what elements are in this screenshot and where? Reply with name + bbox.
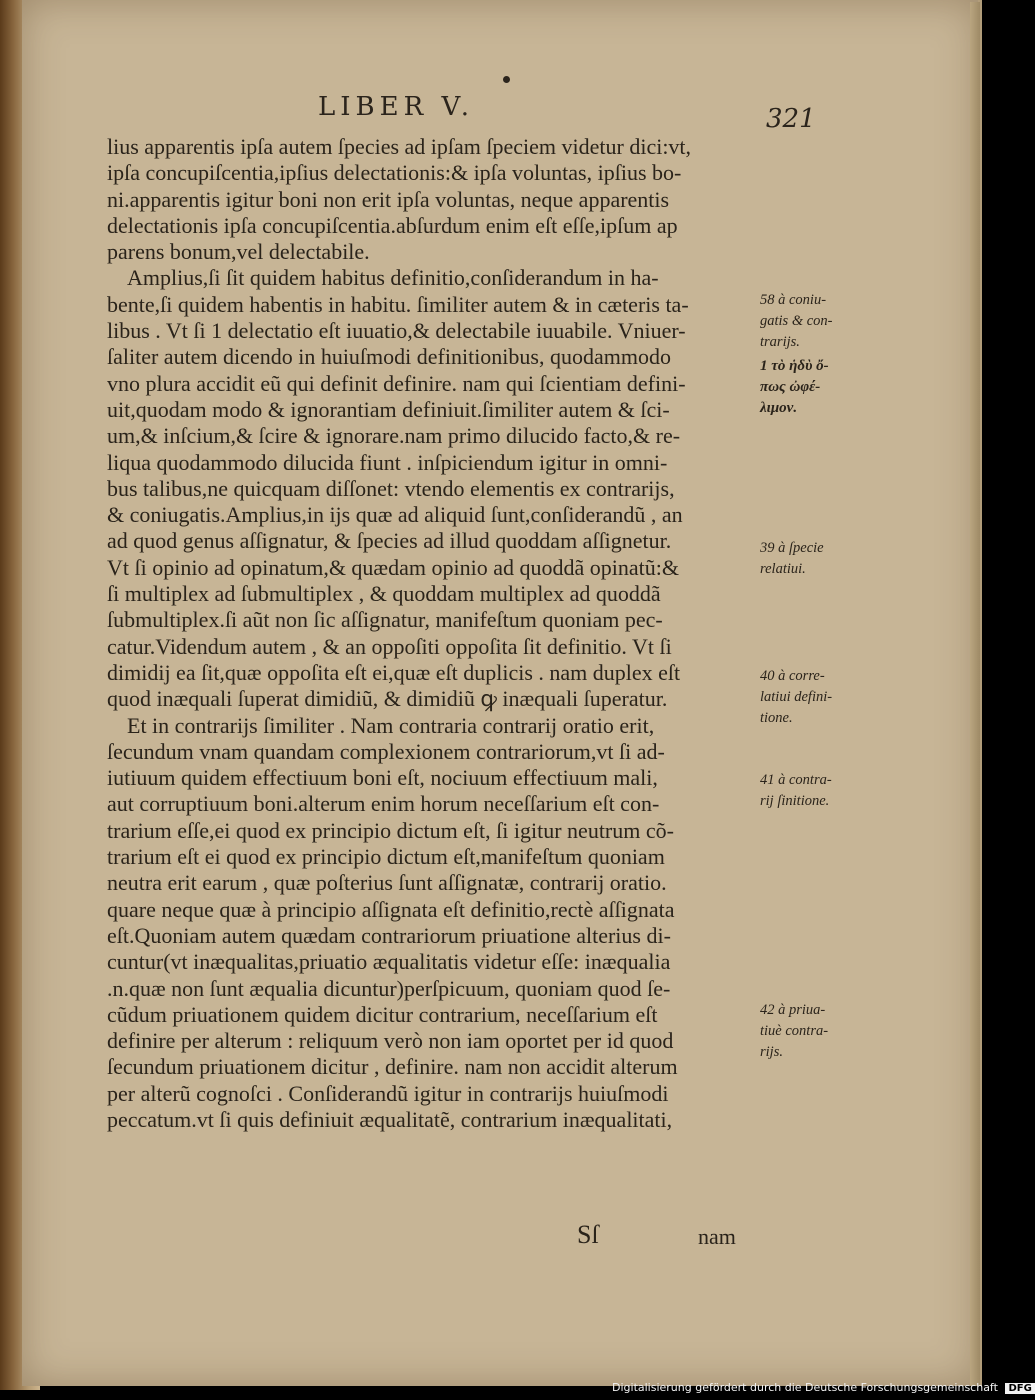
text-line: ſaliter autem dicendo in huiuſmodi definitionibus, quodammodo (107, 344, 671, 370)
text-line: cuntur(vt inæqualitas,priuatio æqualitatis videtur eſſe: inæqualia (107, 949, 671, 975)
text-line: bente,ſi quidem habentis in habitu. ſimiliter autem & in cæteris ta- (107, 291, 689, 317)
text-line: definire per alterum : reliquum verò non iam oportet per id quod (107, 1028, 674, 1054)
text-line: delectationis ipſa concupiſcentia.abſurdum enim eſt eſſe,ipſum ap (107, 212, 678, 238)
text-line: peccatum.vt ſi quis definiuit æqualitatẽ, contrarium inæqualitati, (107, 1106, 673, 1132)
margin-note-line: 40 à corre- (760, 668, 825, 684)
text-line: uit,quodam modo & ignorantiam definiuit.ſimiliter autem & ſci- (107, 396, 670, 422)
text-line: parens bonum,vel delectabile. (107, 239, 370, 265)
text-line: Et in contrarijs ſimiliter . Nam contraria contrarij oratio erit, (127, 712, 655, 738)
text-line: ni.apparentis igitur boni non erit ipſa voluntas, neque apparentis (107, 186, 670, 212)
text-line: dimidij ea ſit,quæ oppoſita eſt ei,quæ eſt duplicis . nam duplex eſt (107, 659, 681, 685)
signature-mark: Sſ (577, 1220, 599, 1249)
text-line: & coniugatis.Amplius,in ijs quæ ad aliquid ſunt,conſiderandũ , an (107, 502, 683, 528)
text-line: ad quod genus aſſignatur, & ſpecies ad illud quoddam aſſignetur. (107, 528, 672, 554)
text-line: eſt.Quoniam autem quædam contrariorum priuatione alterius di- (107, 922, 671, 948)
margin-note-line: rijs. (760, 1044, 783, 1060)
margin-note-line: gatis & con- (760, 313, 833, 329)
text-line: ſecundum priuationem dicitur , definire. nam non accidit alterum (107, 1054, 678, 1080)
catchword: nam (698, 1224, 736, 1249)
folio-number: 321 (766, 104, 816, 134)
margin-note-line: rij ſinitione. (760, 793, 830, 809)
text-line: iutiuum quidem effectiuum boni eſt, nociuum effectiuum mali, (107, 765, 658, 791)
running-head: LIBER V. (318, 92, 474, 122)
text-line: lius apparentis ipſa autem ſpecies ad ipſam ſpeciem videtur dici:vt, (107, 134, 692, 159)
text-line: quod inæquali ſuperat dimidiũ, & dimidiũ ꝙ inæquali ſuperatur. (107, 686, 668, 712)
margin-note-40 (760, 666, 850, 729)
text-line: catur.Videndum autem , & an oppoſiti oppoſita ſit definitio. Vt ſi (107, 633, 672, 659)
margin-note-line: tione. (760, 710, 793, 726)
margin-note-line: tiuè contra- (760, 1023, 829, 1039)
text-line: .n.quæ non ſunt æqualia dicuntur)perſpicuum, quoniam quod ſe- (107, 975, 671, 1001)
text-line: liqua quodammodo dilucida fiunt . inſpiciendum igitur in omni- (107, 449, 668, 475)
text-line: ipſa concupiſcentia,ipſius delectationis:& ipſa voluntas, ipſius bo- (107, 160, 682, 186)
text-line: ſi multiplex ad ſubmultiplex , & quoddam multiplex ad quoddã (107, 581, 661, 607)
text-line: Vt ſi opinio ad opinatum,& quædam opinio ad quoddã opinatũ:& (107, 554, 679, 580)
margin-note-line: 39 à ſpecie (760, 540, 824, 556)
margin-note-line: λιμον. (760, 400, 798, 416)
text-line: quare neque quæ à principio aſſignata eſt definitio,rectè aſſignata (107, 896, 675, 922)
credit-text: Digitalisierung gefördert durch die Deutsche Forschungsgemeinschaft (612, 1381, 998, 1394)
margin-note-line: relatiui. (760, 561, 806, 577)
margin-note-line: latiui defini- (760, 689, 833, 705)
digitization-credit (612, 1381, 1035, 1394)
main-text-block (107, 134, 767, 1133)
margin-note-42 (760, 1000, 850, 1063)
text-line: neutra erit earum , quæ poſterius ſunt aſſignatæ, contrarij oratio. (107, 870, 667, 896)
text-line: vno plura accidit eũ qui definit definire. nam qui ſcientiam defini- (107, 370, 686, 396)
text-line: cũdum priuationem quidem dicitur contrarium, neceſſarium eſt (107, 1001, 658, 1027)
margin-note-line: 41 à contra- (760, 772, 832, 788)
margin-note-line: 42 à priua- (760, 1002, 826, 1018)
margin-note-greek (760, 356, 850, 419)
margin-note-line: 1 τὸ ἡδὺ ὄ- (760, 358, 829, 374)
page-edge (970, 2, 980, 1386)
text-line: bus talibus,ne quicquam diſſonet: vtendo elementis ex contrarijs, (107, 475, 675, 501)
margin-note-line: trarijs. (760, 334, 800, 350)
text-line: ſecundum vnam quandam complexionem contrariorum,vt ſi ad- (107, 738, 665, 764)
text-line: trarium eſſe,ei quod ex principio dictum eſt, ſi igitur neutrum cõ- (107, 817, 674, 843)
text-line: libus . Vt ſi 1 delectatio eſt iuuatio,& delectabile iuuabile. Vniuer- (107, 318, 686, 344)
text-line: ſubmultiplex.ſi aũt non ſic aſſignatur, manifeſtum quoniam pec- (107, 607, 663, 633)
text-line: um,& inſcium,& ſcire & ignorare.nam primo dilucido facto,& re- (107, 423, 681, 449)
margin-note-39 (760, 538, 850, 580)
margin-note-41 (760, 770, 850, 812)
margin-note-line: 58 à coniu- (760, 292, 827, 308)
printer-mark (503, 76, 510, 83)
text-line: trarium eſt ei quod ex principio dictum eſt,manifeſtum quoniam (107, 844, 665, 870)
text-line: aut corruptiuum boni.alterum enim horum neceſſarium eſt con- (107, 791, 660, 817)
text-line: Amplius,ſi ſit quidem habitus definitio,conſiderandum in ha- (127, 265, 659, 291)
margin-note-58 (760, 290, 850, 353)
margin-note-line: πως ὠφέ- (760, 379, 821, 395)
dfg-logo: DFG (1005, 1383, 1034, 1394)
text-line: per alterũ cognoſci . Conſiderandũ igitur in contrarijs huiuſmodi (107, 1080, 669, 1106)
